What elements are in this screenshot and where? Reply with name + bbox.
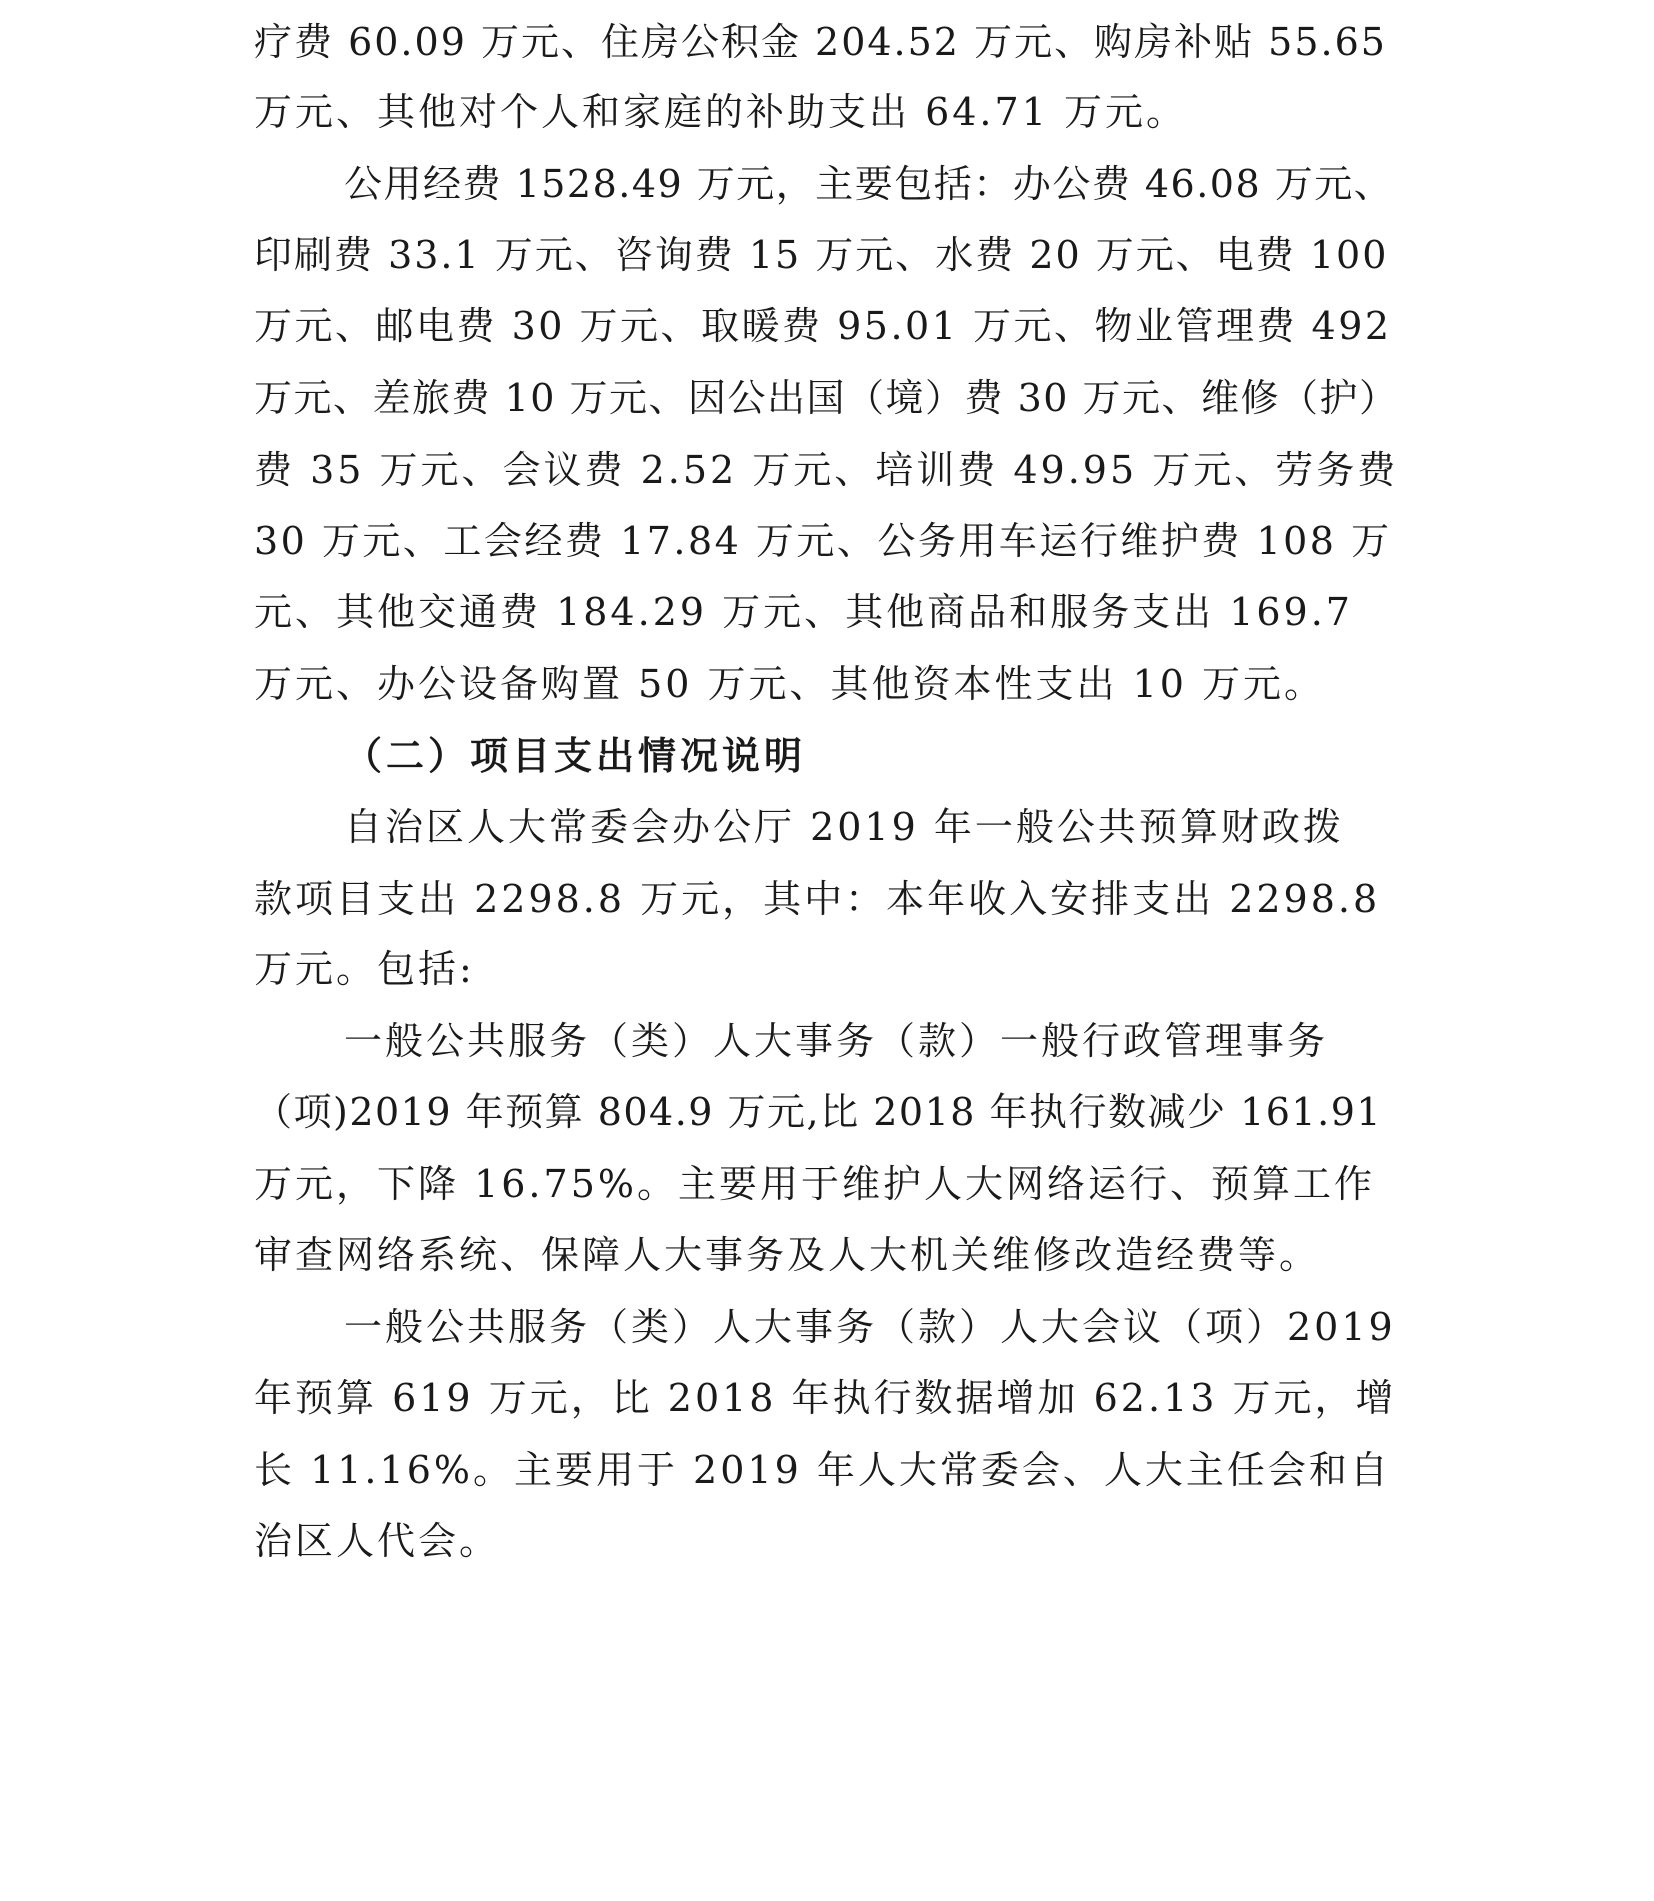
body-text-line: 万元，下降 16.75%。主要用于维护人大网络运行、预算工作 xyxy=(254,1162,1375,1206)
body-text-line: 万元。包括: xyxy=(254,947,475,991)
body-text-line: 印刷费 33.1 万元、咨询费 15 万元、水费 20 万元、电费 100 xyxy=(254,233,1389,277)
body-text-line: 年预算 619 万元，比 2018 年执行数据增加 62.13 万元，增 xyxy=(254,1376,1397,1420)
body-text-line: （项)2019 年预算 804.9 万元,比 2018 年执行数减少 161.91 xyxy=(254,1090,1383,1134)
body-text-line: 疗费 60.09 万元、住房公积金 204.52 万元、购房补贴 55.65 xyxy=(254,20,1387,64)
body-text-line: 万元、差旅费 10 万元、因公出国（境）费 30 万元、维修（护） xyxy=(254,376,1399,420)
body-text-line: 费 35 万元、会议费 2.52 万元、培训费 49.95 万元、劳务费 xyxy=(254,448,1399,492)
paragraph-public-funds: 公用经费 1528.49 万元，主要包括：办公费 46.08 万元、 xyxy=(344,162,1394,206)
body-text-line: 治区人代会。 xyxy=(254,1519,501,1563)
body-text-line: 元、其他交通费 184.29 万元、其他商品和服务支出 169.7 xyxy=(254,590,1353,634)
paragraph-admin-affairs: 一般公共服务（类）人大事务（款）一般行政管理事务 xyxy=(344,1019,1329,1063)
section-heading: （二）项目支出情况说明 xyxy=(344,734,807,778)
body-text-line: 万元、其他对个人和家庭的补助支出 64.71 万元。 xyxy=(254,90,1187,134)
body-text-line: 30 万元、工会经费 17.84 万元、公务用车运行维护费 108 万 xyxy=(254,519,1392,563)
paragraph-project-expenditure: 自治区人大常委会办公厅 2019 年一般公共预算财政拨 xyxy=(344,805,1344,849)
body-text-line: 审查网络系统、保障人大事务及人大机关维修改造经费等。 xyxy=(254,1233,1321,1277)
body-text-line: 长 11.16%。主要用于 2019 年人大常委会、人大主任会和自 xyxy=(254,1448,1391,1492)
body-text-line: 款项目支出 2298.8 万元，其中：本年收入安排支出 2298.8 xyxy=(254,877,1381,921)
body-text-line: 万元、办公设备购置 50 万元、其他资本性支出 10 万元。 xyxy=(254,662,1326,706)
paragraph-congress-meetings: 一般公共服务（类）人大事务（款）人大会议（项）2019 xyxy=(344,1305,1396,1349)
body-text-line: 万元、邮电费 30 万元、取暖费 95.01 万元、物业管理费 492 xyxy=(254,304,1392,348)
